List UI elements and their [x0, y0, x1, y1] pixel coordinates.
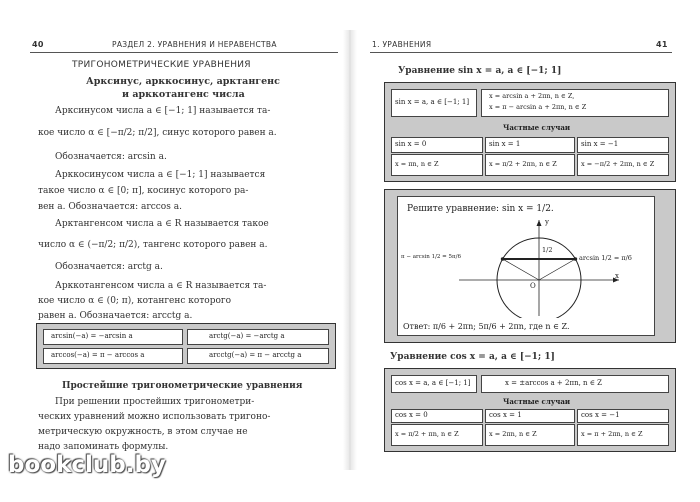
cos-case-solution: x = π + 2πn, n ∈ Z [581, 430, 643, 438]
left-page [0, 0, 346, 502]
section-title: ТРИГОНОМЕТРИЧЕСКИЕ УРАВНЕНИЯ [72, 60, 251, 70]
arcsin-def-line: Арксинусом числа a ∈ [−1; 1] называется та- [55, 106, 271, 116]
sin-equation-heading: Уравнение sin x = a, a ∈ [−1; 1] [398, 66, 562, 76]
arcctg-def-line: равен a. Обозначается: arcctg a. [38, 311, 193, 321]
sin-condition: sin x = a, a ∈ [−1; 1] [395, 98, 470, 106]
axis-y-label: y [545, 218, 549, 226]
arcsin-def-line: кое число α ∈ [−π/2; π/2], синус которого равен a. [38, 128, 277, 138]
arctg-def-line: число α ∈ (−π/2; π/2), тангенс которого равен a. [38, 240, 268, 250]
sin-case: sin x = −1 [581, 140, 619, 148]
cos-case: cos x = 1 [489, 411, 522, 419]
sin-solution-1: x = arcsin a + 2πn, n ∈ Z, [489, 92, 575, 100]
cos-solution-box [384, 368, 676, 452]
arctg-def-line: Арктангенсом числа a ∈ R называется такое [55, 219, 269, 229]
cos-case-solution: x = 2πn, n ∈ Z [489, 430, 537, 438]
identity-arcctg: arcctg(−a) = π − arcctg a [209, 351, 302, 359]
sin-special-cases-title: Частные случаи [503, 123, 571, 132]
axis-x-label: x [615, 272, 619, 280]
cos-case: cos x = 0 [395, 411, 428, 419]
arcctg-def-line: Арккотангенсом числа a ∈ R называется та- [55, 281, 267, 291]
origin-label: O [530, 282, 536, 290]
header-rule-left [30, 52, 338, 53]
page-number-right: 41 [656, 40, 668, 49]
running-header-right: 1. УРАВНЕНИЯ [372, 40, 432, 49]
arccos-def-line: такое число α ∈ [0; π], косинус которого ра- [38, 186, 249, 196]
running-header-left: РАЗДЕЛ 2. УРАВНЕНИЯ И НЕРАВЕНСТВА [112, 40, 277, 49]
arctg-def-line: Обозначается: arctg a. [55, 262, 163, 272]
sin-case-solution: x = −π/2 + 2πn, n ∈ Z [581, 160, 655, 168]
subsection-title-line1: Арксинус, арккосинус, арктангенс [86, 76, 280, 87]
sin-case-solution: x = π/2 + 2πn, n ∈ Z [489, 160, 557, 168]
arccos-def-line: Арккосинусом числа a ∈ [−1; 1] называется [55, 170, 266, 180]
simplest-para-line: надо запоминать формулы. [38, 442, 169, 452]
identities-box [36, 323, 336, 369]
cos-special-cases-title: Частные случаи [503, 397, 571, 406]
subsection-title-line2: и арккотангенс числа [122, 89, 245, 100]
label-pi-over-six: arcsin 1/2 = π/6 [579, 254, 632, 262]
watermark-logo: bookclub.by [8, 452, 166, 478]
simplest-para-line: метрическую окружность, в этом случае не [38, 427, 248, 437]
sin-solution-2: x = π − arcsin a + 2πn, n ∈ Z [489, 103, 587, 111]
identity-arcsin: arcsin(−a) = −arcsin a [51, 332, 133, 340]
example-answer: Ответ: π/6 + 2πn; 5π/6 + 2πn, где n ∈ Z. [403, 322, 570, 331]
simplest-para-line: При решении простейших тригонометри- [55, 397, 255, 407]
page-number-left: 40 [32, 40, 44, 49]
cos-condition: cos x = a, a ∈ [−1; 1] [395, 379, 471, 387]
identity-arctg: arctg(−a) = −arctg a [209, 332, 285, 340]
cos-case-solution: x = π/2 + πn, n ∈ Z [395, 430, 459, 438]
sin-case: sin x = 1 [489, 140, 521, 148]
arccos-def-line: вен a. Обозначается: arccos a. [38, 202, 182, 212]
sin-case: sin x = 0 [395, 140, 427, 148]
label-one-half: 1/2 [542, 246, 553, 254]
identity-arccos: arccos(−a) = π − arccos a [51, 351, 145, 359]
sin-case-solution: x = πn, n ∈ Z [395, 160, 439, 168]
header-rule-right [370, 52, 672, 53]
example-prompt: Решите уравнение: sin x = 1/2. [407, 204, 554, 214]
example-box [384, 189, 676, 343]
arcctg-def-line: кое число α ∈ (0; π), котангенс которого [38, 296, 232, 306]
unit-circle-diagram [399, 218, 651, 318]
cos-case: cos x = −1 [581, 411, 620, 419]
label-five-pi-over-six: π − arcsin 1/2 = 5π/6 [401, 254, 462, 260]
sin-solution-box [384, 82, 676, 182]
simplest-para-line: ческих уравнений можно использовать тригоно- [38, 412, 271, 422]
cos-equation-heading: Уравнение cos x = a, a ∈ [−1; 1] [390, 352, 555, 362]
cos-solution: x = ±arccos a + 2πn, n ∈ Z [505, 379, 603, 387]
arcsin-def-line: Обозначается: arcsin a. [55, 152, 167, 162]
right-page [354, 0, 700, 502]
simplest-equations-title: Простейшие тригонометрические уравнения [62, 381, 303, 391]
